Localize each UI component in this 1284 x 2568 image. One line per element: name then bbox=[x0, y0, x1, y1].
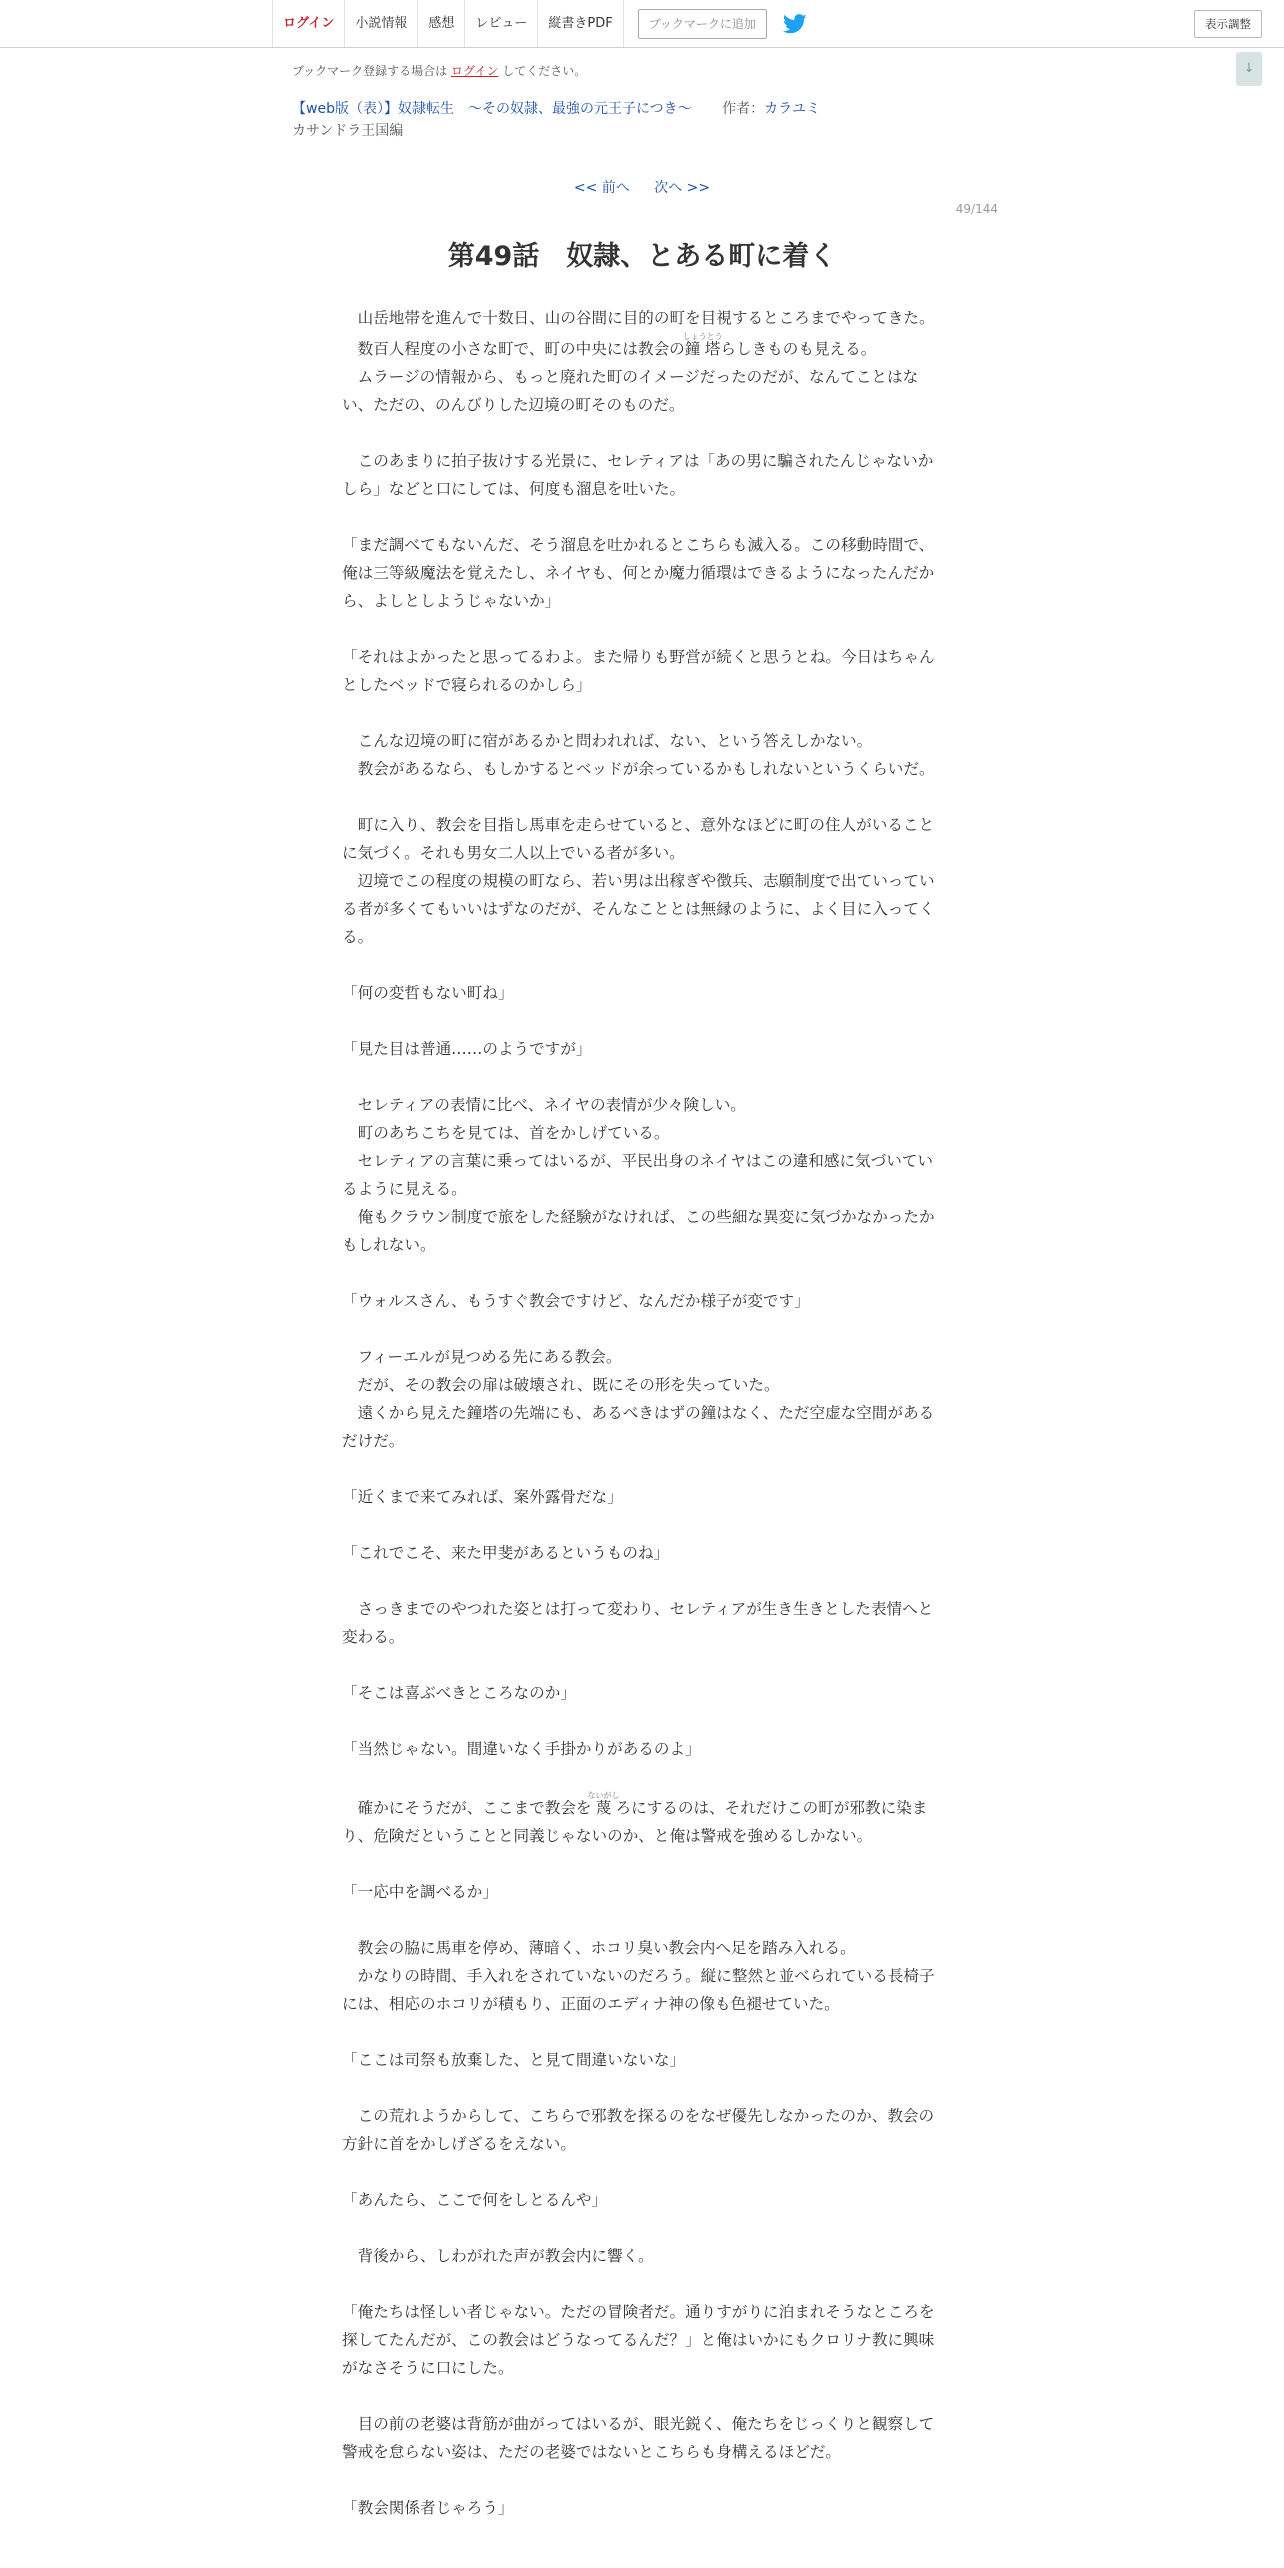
login-link[interactable]: ログイン bbox=[272, 0, 344, 47]
blank-line bbox=[342, 951, 942, 979]
body-paragraph: 遠くから見えた鐘塔の先端にも、あるべきはずの鐘はなく、ただ空虚な空間があるだけだ。 bbox=[342, 1404, 935, 1450]
blank-line bbox=[342, 1651, 942, 1679]
body-paragraph: 町のあちこちを見ては、首をかしげている。 bbox=[342, 1124, 670, 1142]
blank-line bbox=[342, 615, 942, 643]
blank-line bbox=[342, 1567, 942, 1595]
body-paragraph: 「そこは喜ぶべきところなのか」 bbox=[342, 1684, 576, 1702]
series-title-link[interactable]: 【web版（表）】奴隷転生 ～その奴隷、最強の元王子につき～ bbox=[292, 101, 692, 117]
vertical-pdf-link[interactable]: 縦書きPDF bbox=[537, 0, 623, 47]
blank-line bbox=[342, 1850, 942, 1878]
bookmark-note-suffix: してください。 bbox=[502, 64, 587, 78]
body-paragraph: だが、その教会の扉は破壊され、既にその形を失っていた。 bbox=[342, 1376, 780, 1394]
blank-line bbox=[342, 2466, 942, 2494]
blank-line bbox=[342, 2158, 942, 2186]
body-paragraph: セレティアの言葉に乗ってはいるが、平民出身のネイヤはこの違和感に気づいているように見える。 bbox=[342, 1152, 934, 1198]
prev-page-link[interactable]: << 前へ bbox=[573, 180, 630, 196]
ruby-annotation: 蔑ないがし bbox=[587, 1791, 620, 1817]
body-paragraph: 「一応中を調べるか」 bbox=[342, 1883, 498, 1901]
body-paragraph: 俺もクラウン制度で旅をした経験がなければ、この些細な異変に気づかなかったかもしれない。 bbox=[342, 1208, 935, 1254]
page-count: 49/144 bbox=[955, 202, 998, 216]
blank-line bbox=[342, 2214, 942, 2242]
top-navigation-bar bbox=[0, 0, 1284, 48]
body-paragraph: 「これでこそ、来た甲斐があるというものね」 bbox=[342, 1544, 670, 1562]
body-paragraph: さっきまでのやつれた姿とは打って変わり、セレティアが生き生きとした表情へと変わる。 bbox=[342, 1600, 934, 1646]
bookmark-note-login-link[interactable]: ログイン bbox=[451, 64, 499, 78]
body-paragraph: 「教会関係者じゃろう」 bbox=[342, 2499, 514, 2517]
blank-line bbox=[342, 1315, 942, 1343]
bookmark-login-note bbox=[292, 62, 586, 79]
impressions-link[interactable]: 感想 bbox=[417, 0, 464, 47]
body-paragraph: 確かにそうだが、ここまで教会を蔑ないがしろにするのは、それだけこの町が邪教に染まり、危険だということと同義じゃないのか、と俺は警戒を強めるしかない。 bbox=[342, 1791, 928, 1845]
novel-body bbox=[342, 304, 942, 2522]
body-paragraph: こんな辺境の町に宿があるかと問われれば、ない、という答えしかない。 bbox=[342, 732, 873, 750]
blank-line bbox=[342, 2270, 942, 2298]
blank-line bbox=[342, 783, 942, 811]
body-paragraph: ムラージの情報から、もっと廃れた町のイメージだったのだが、なんてことはない、ただの、のんびりした辺境の町そのものだ。 bbox=[342, 368, 919, 414]
bookmark-note-prefix: ブックマーク登録する場合は bbox=[292, 64, 448, 78]
body-paragraph: 「まだ調べてもないんだ、そう溜息を吐かれるとこちらも滅入る。この移動時間で、俺は三等級魔法を覚えたし、ネイヤも、何とか魔力循環はできるようになったんだから、よしとしようじゃないか」 bbox=[342, 536, 935, 610]
novel-info-link[interactable]: 小説情報 bbox=[344, 0, 417, 47]
body-paragraph: 教会があるなら、もしかするとベッドが余っているかもしれないというくらいだ。 bbox=[342, 760, 935, 778]
blank-line bbox=[342, 1511, 942, 1539]
blank-line bbox=[342, 1906, 942, 1934]
body-paragraph: 「それはよかったと思ってるわよ。また帰りも野営が続くと思うとね。今日はちゃんとしたベッドで寝られるのかしら」 bbox=[342, 648, 935, 694]
nav-menu bbox=[272, 0, 807, 47]
blank-line bbox=[342, 2382, 942, 2410]
blank-line bbox=[342, 1063, 942, 1091]
author-label: 作者： bbox=[722, 101, 765, 117]
blank-line bbox=[342, 1259, 942, 1287]
pager bbox=[0, 177, 1284, 197]
blank-line bbox=[342, 699, 942, 727]
twitter-bird-icon[interactable] bbox=[783, 14, 807, 34]
blank-line bbox=[342, 1707, 942, 1735]
ruby-annotation: 鐘塔しょうとう bbox=[682, 332, 723, 358]
body-paragraph: かなりの時間、手入れをされていないのだろう。縦に整然と並べられている長椅子には、相応のホコリが積もり、正面のエディナ神の像も色褪せていた。 bbox=[342, 1967, 935, 2013]
blank-line bbox=[342, 419, 942, 447]
blank-line bbox=[342, 1455, 942, 1483]
blank-line bbox=[342, 1007, 942, 1035]
body-paragraph: 数百人程度の小さな町で、町の中央には教会の鐘塔しょうとうらしきものも見える。 bbox=[342, 332, 877, 358]
body-paragraph: 山岳地帯を進んで十数日、山の谷間に目的の町を目視するところまでやってきた。 bbox=[342, 309, 935, 327]
series-info bbox=[292, 98, 820, 118]
review-link[interactable]: レビュー bbox=[464, 0, 537, 47]
body-paragraph: 「俺たちは怪しい者じゃない。ただの冒険者だ。通りすがりに泊まれそうなところを探してたんだが、この教会はどうなってるんだ？」と俺はいかにもクロリナ教に興味がなさそうに口にした。 bbox=[342, 2303, 935, 2377]
blank-line bbox=[342, 1763, 942, 1791]
body-paragraph: このあまりに拍子抜けする光景に、セレティアは「あの男に騙されたんじゃないかしら」などと口にしては、何度も溜息を吐いた。 bbox=[342, 452, 934, 498]
body-paragraph: 教会の脇に馬車を停め、薄暗く、ホコリ臭い教会内へ足を踏み入れる。 bbox=[342, 1939, 856, 1957]
blank-line bbox=[342, 503, 942, 531]
body-paragraph: 「何の変哲もない町ね」 bbox=[342, 984, 514, 1002]
body-paragraph: 背後から、しわがれた声が教会内に響く。 bbox=[342, 2247, 654, 2265]
body-paragraph: 「当然じゃない。間違いなく手掛かりがあるのよ」 bbox=[342, 1740, 701, 1758]
blank-line bbox=[342, 2018, 942, 2046]
body-paragraph: 町に入り、教会を目指し馬車を走らせていると、意外なほどに町の住人がいることに気づく。それも男女二人以上でいる者が多い。 bbox=[342, 816, 935, 862]
body-paragraph: 目の前の老婆は背筋が曲がってはいるが、眼光鋭く、俺たちをじっくりと観察して警戒を怠らない姿は、ただの老婆ではないとこちらも身構えるほどだ。 bbox=[342, 2415, 935, 2461]
body-paragraph: セレティアの表情に比べ、ネイヤの表情が少々険しい。 bbox=[342, 1096, 746, 1114]
episode-title: 第49話 奴隷、とある町に着く bbox=[447, 241, 837, 272]
body-paragraph: 「ここは司祭も放棄した、と見て間違いないな」 bbox=[342, 2051, 686, 2069]
body-paragraph: 「ウォルスさん、もうすぐ教会ですけど、なんだか様子が変です」 bbox=[342, 1292, 810, 1310]
bookmark-add-button[interactable]: ブックマークに追加 bbox=[638, 9, 767, 39]
body-paragraph: 「あんたら、ここで何をしとるんや」 bbox=[342, 2191, 608, 2209]
scroll-down-button[interactable]: ↓ bbox=[1236, 52, 1262, 86]
body-paragraph: 辺境でこの程度の規模の町なら、若い男は出稼ぎや徴兵、志願制度で出ていっている者が多くてもいいはずなのだが、そんなこととは無縁のように、よく目に入ってくる。 bbox=[342, 872, 935, 946]
chapter-group-title: カサンドラ王国編 bbox=[292, 123, 404, 139]
body-paragraph: この荒れようからして、こちらで邪教を探るのをなぜ優先しなかったのか、教会の方針に首をかしげざるをえない。 bbox=[342, 2107, 935, 2153]
blank-line bbox=[342, 2074, 942, 2102]
body-paragraph: フィーエルが見つめる先にある教会。 bbox=[342, 1348, 622, 1366]
body-paragraph: 「近くまで来てみれば、案外露骨だな」 bbox=[342, 1488, 623, 1506]
next-page-link[interactable]: 次へ >> bbox=[654, 180, 711, 196]
body-paragraph: 「見た目は普通……のようですが」 bbox=[342, 1040, 592, 1058]
display-settings-button[interactable]: 表示調整 bbox=[1194, 10, 1262, 38]
author-link[interactable]: カラユミ bbox=[764, 101, 821, 117]
